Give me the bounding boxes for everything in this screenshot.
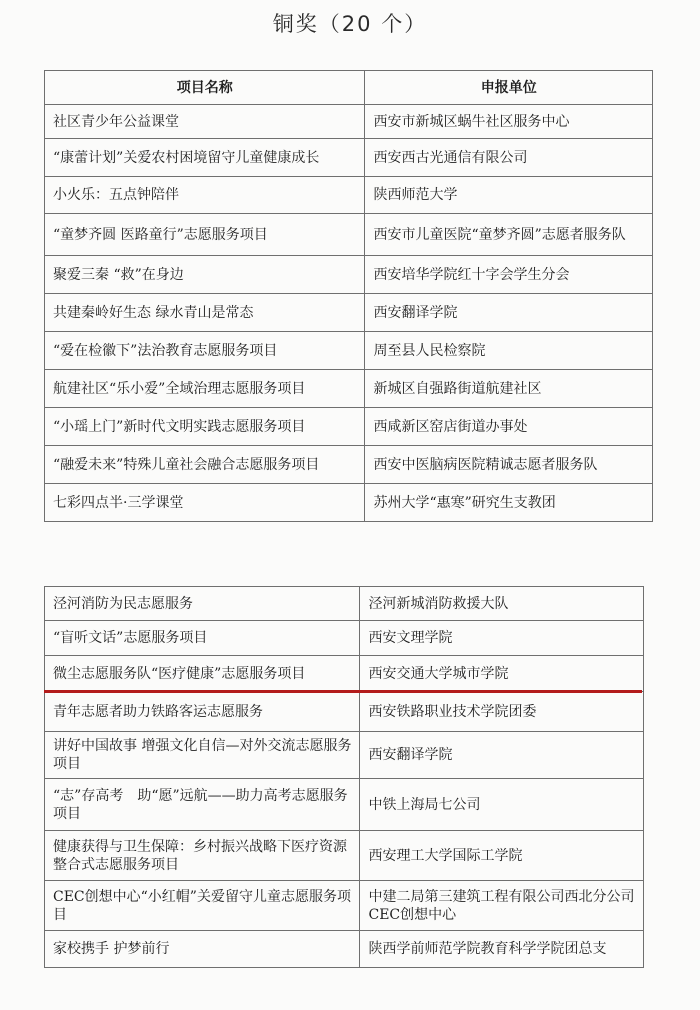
applicant-unit: 西咸新区窑店街道办事处 bbox=[365, 408, 653, 446]
applicant-unit: 西安翻译学院 bbox=[365, 294, 653, 332]
project-name: 微尘志愿服务队“医疗健康”志愿服务项目 bbox=[45, 656, 360, 692]
table-row bbox=[45, 294, 653, 332]
table-row bbox=[45, 256, 653, 294]
project-name: “童梦齐圆 医路童行”志愿服务项目 bbox=[45, 214, 365, 256]
applicant-unit: 新城区自强路街道航建社区 bbox=[365, 370, 653, 408]
table-row bbox=[45, 408, 653, 446]
bronze-award-table-part1 bbox=[44, 70, 653, 522]
applicant-unit: 泾河新城消防救援大队 bbox=[360, 587, 644, 621]
table-row bbox=[45, 139, 653, 177]
table-row bbox=[45, 621, 644, 656]
applicant-unit: 西安西古光通信有限公司 bbox=[365, 139, 653, 177]
project-name: “爱在检徽下”法治教育志愿服务项目 bbox=[45, 332, 365, 370]
applicant-unit: 中建二局第三建筑工程有限公司西北分公司CEC创想中心 bbox=[360, 881, 644, 931]
column-header-project: 项目名称 bbox=[45, 71, 365, 105]
table-row bbox=[45, 779, 644, 831]
applicant-unit: 苏州大学“惠寒”研究生支教团 bbox=[365, 484, 653, 522]
applicant-unit: 中铁上海局七公司 bbox=[360, 779, 644, 831]
applicant-unit: 西安市儿童医院“童梦齐圆”志愿者服务队 bbox=[365, 214, 653, 256]
project-name: “志”存高考 助“愿”远航——助力高考志愿服务项目 bbox=[45, 779, 360, 831]
table-row bbox=[45, 370, 653, 408]
applicant-unit: 西安铁路职业技术学院团委 bbox=[360, 692, 644, 732]
project-name: 家校携手 护梦前行 bbox=[45, 931, 360, 968]
project-name: “融爱未来”特殊儿童社会融合志愿服务项目 bbox=[45, 446, 365, 484]
project-name: 讲好中国故事 增强文化自信—对外交流志愿服务项目 bbox=[45, 732, 360, 779]
bronze-award-table-part2 bbox=[44, 586, 644, 968]
project-name: 社区青少年公益课堂 bbox=[45, 105, 365, 139]
project-name: 泾河消防为民志愿服务 bbox=[45, 587, 360, 621]
table-row bbox=[45, 105, 653, 139]
table-row bbox=[45, 931, 644, 968]
table-row bbox=[45, 587, 644, 621]
applicant-unit: 西安文理学院 bbox=[360, 621, 644, 656]
applicant-unit: 西安交通大学城市学院 bbox=[360, 656, 644, 692]
project-name: “小瑶上门”新时代文明实践志愿服务项目 bbox=[45, 408, 365, 446]
page-title: 铜奖（20 个） bbox=[272, 12, 428, 36]
table-row bbox=[45, 446, 653, 484]
applicant-unit: 西安培华学院红十字会学生分会 bbox=[365, 256, 653, 294]
applicant-unit: 西安理工大学国际工学院 bbox=[360, 831, 644, 881]
applicant-unit: 陕西师范大学 bbox=[365, 177, 653, 214]
table-row bbox=[45, 484, 653, 522]
applicant-unit: 西安中医脑病医院精诚志愿者服务队 bbox=[365, 446, 653, 484]
column-header-unit: 申报单位 bbox=[365, 71, 653, 105]
red-highlight-line bbox=[44, 690, 642, 693]
applicant-unit: 周至县人民检察院 bbox=[365, 332, 653, 370]
project-name: CEC创想中心“小红帽”关爱留守儿童志愿服务项目 bbox=[45, 881, 360, 931]
project-name: 共建秦岭好生态 绿水青山是常态 bbox=[45, 294, 365, 332]
table-row bbox=[45, 831, 644, 881]
table-row bbox=[45, 692, 644, 732]
project-name: 航建社区“乐小爱”全域治理志愿服务项目 bbox=[45, 370, 365, 408]
table-row bbox=[45, 332, 653, 370]
table-row bbox=[45, 177, 653, 214]
applicant-unit: 西安市新城区蜗牛社区服务中心 bbox=[365, 105, 653, 139]
project-name: 七彩四点半·三学课堂 bbox=[45, 484, 365, 522]
table-row bbox=[45, 214, 653, 256]
project-name: “盲听文话”志愿服务项目 bbox=[45, 621, 360, 656]
table-row bbox=[45, 732, 644, 779]
applicant-unit: 西安翻译学院 bbox=[360, 732, 644, 779]
table-row bbox=[45, 656, 644, 692]
project-name: “康蕾计划”关爱农村困境留守儿童健康成长 bbox=[45, 139, 365, 177]
applicant-unit: 陕西学前师范学院教育科学学院团总支 bbox=[360, 931, 644, 968]
project-name: 聚爱三秦 “救”在身边 bbox=[45, 256, 365, 294]
project-name: 健康获得与卫生保障：乡村振兴战略下医疗资源整合式志愿服务项目 bbox=[45, 831, 360, 881]
project-name: 小火乐：五点钟陪伴 bbox=[45, 177, 365, 214]
project-name: 青年志愿者助力铁路客运志愿服务 bbox=[45, 692, 360, 732]
table-row bbox=[45, 881, 644, 931]
